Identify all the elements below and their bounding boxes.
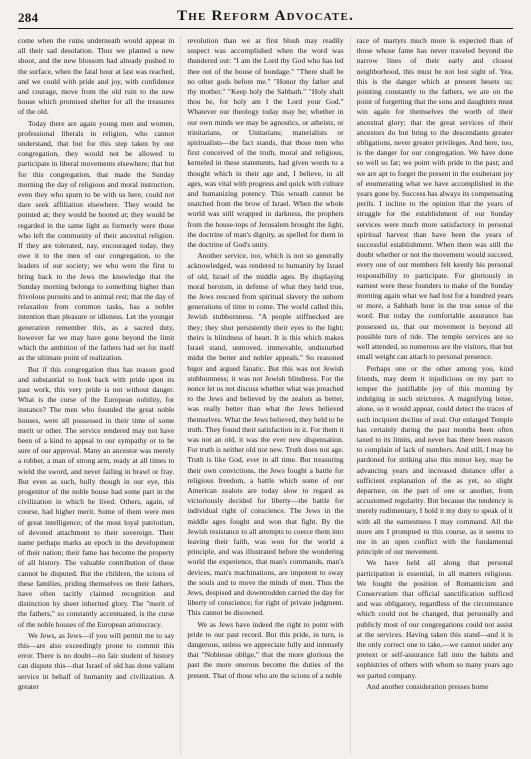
paragraph: We have held all along that personal participation is essential, in all matters religious. We fought the position of Romanticism and Conservatism that official sanctification sufficed and was obligatory, regardless of the circumstance which could not be changed, that personally and publicly most of our congregations could not assist at the services. Having taken this stand—and it is the only correct one to take,—we cannot under any pretext or self-assurance fall into the habits and sophistries of others with whom so many years ago we parted company. bbox=[356, 558, 513, 680]
page-number: 284 bbox=[18, 10, 39, 25]
paragraph: come when the ruins underneath would appear in all their sad desolation. Thus we planted a new shoot, and the new blossom had already pushed to the surface, when the fatal hour at last was reached, and we could with pride and joy, with confidence and courage, move from the old ruin to the new house which promised shelter for all the treasures of the old. bbox=[18, 36, 175, 117]
paragraph: Today there are again young men and women, professional liberals in religion, who cannot understand, that but for this step taken by our congregation, they would not be allowed to participate in liberal movements elsewhere; that but for this congregation, that made the Sunday morning the day of religious and moral instruction, even they who spurn to be with us here, could not dare seek affiliation elsewhere. They would be pointed at; they would be hooted at; they would be regarded in the same light as formerly were those who left the community of their ancestral religion. If they are tolerated, nay, encouraged today, they owe it to the men of our congregation, to the leaders of our society; we who were the first to bring back to the Jews the knowledge that the Sunday morning belongs to something higher than frivolous pursuits and to animal rest; that the day of relaxation from common tasks, has a nobler intention than pleasure or idleness. Let the younger generation remember this, as a sacred duty, however far we may have gone beyond the limit which the ambition of the fathers had set for itself as the ultimate point of realization. bbox=[18, 118, 175, 363]
column-2 bbox=[187, 36, 343, 754]
column-1 bbox=[18, 36, 174, 754]
paragraph: We as Jews have indeed the right to point with pride to our past record. But this pride, in turn, is dangerous, unless we appreciate fully and intensely that "Noblesse oblige," that the more glorious the past the more onerous become the duties of the present. That of those who are the scions of a noble bbox=[187, 619, 344, 680]
column-divider bbox=[180, 36, 181, 754]
column-divider bbox=[350, 36, 351, 754]
column-3 bbox=[357, 36, 513, 754]
paragraph: We Jews, as Jews—if you will permit me to say this—are also exceedingly prone to commit this error. There is no doubt—no fair student of history can dispute this—that Israel of old has done valiant service in behalf of humanity and civilization. A greater bbox=[18, 630, 175, 691]
paragraph: Another service, too, which is not so generally acknowledged, was rendered to humanity by Israel of old, Israel of the middle ages. By displaying moral heroism, in defense of what they held true, the Jews rescued from spiritual slavery the unborn generations of time to come. The world called this, Jewish stubbornness. "A people stiffnecked are they; they shut persistently their eyes to the light; theirs is blindness of heart. It is this which makes Israel stand, unmoved, immovable, undisturbed midst the better and nobler appeals." So reasoned bigot and argued fanatic. But this was not Jewish stubbornness; it was not Jewish blindness. For the nonce let us not discuss whether what was preached to the Jews and believed by the zealots as better, was really better than what the Jews believed themselves. What the Jews believed, they held to be truth. They found their satisfaction in it. For them it was not an old, it was the ever new dispensation. For truth is neither old nor new. Truth does not age. Truth is like God, ever in all time. But treasuring their own convictions, the Jews fought a battle for religious freedom, a battle which some of our American zealots are today slow to regard as victoriously decided for liberty—the battle for individual right of conscience. The Jews in the middle ages fought and won that fight. By the Jewish resistance to all attempts to coerce them into leaving their faith, was won for the world a principle, and was illustrated before the wondering world the experience, that man's commands, man's devices, man's machinations, are impotent to sway the souls and to move the minds of men. Thus the Jews, despised and downtrodden carried the day for liberty of conscience; for right of private judgment. This cannot be disowned. bbox=[187, 251, 344, 618]
header-rule bbox=[18, 28, 513, 29]
paragraph: revolution than we at first blush may readily suspect was accomplished when the word was thundered out: "I am the Lord thy God who has led thee out of the house of bondage." "There shall be no other gods before me." "Honor thy father and thy mother." "Keep holy the Sabbath." "Holy shalt thou be, for holy am I the Lord your God." Whatever our theology today may be; whether in our own minds we may be agnostics, or atheists, or trinitarians, or Unitarians; materialists or spiritualists—the fact stands, that those men who first conceived of the truth, moral and religious, kerneled in these statements, had given words to a thought which in their age and, I believe, in all ages, was vital with progress and quick with culture and humanizing potency. This wreath cannot be snatched from the brow of Israel. When the whole world was still wrapped in darkness, the prophets from the house-tops of Jerusalem brought the light, the doctrine of man's dignity, as spelled for them in the doctrine of God's unity. bbox=[187, 36, 344, 250]
page-header bbox=[0, 0, 531, 26]
paragraph: race of martyrs much more is expected than of those whose fame has never traveled beyond the narrow lines of their early and closest neighborhood, this must be not lost sight of. Yea, this is the danger which at present besets us; pointing constantly to the fathers, we are on the point of forgetting that the sons and daughters must win again for themselves the worth of their ancestral glory; that the great services of their ancestors do but bring to the descendants greater obligations, never greater privileges. And here, too, is the danger for our congregation. We have done so well so far; we point with pride to the past; and we are apt to forget the present in the exuberant joy of enumerating what we have accomplished in the years gone by. Success has always its compensating perils. I incline to the opinion that the years of struggle for the establishment of our Sunday services were much more satisfactory in personal spiritual harvest than have been the years of successful establishment. When there was still the doubt whether or not the movement would succeed, every one of our members felt keenly his personal responsibility to participate. For gloriously in earnest were these founders to make of the Sunday morning again what we had lost for a hundred years or more, a Sabbath hour in the true sense of the word. But today the comfortable assurance has possessed us, that our movement is beyond all possible turn of tide. The temple services are so well attended, so numerous are the visitors, that but small weight can attach to personal presence. bbox=[356, 36, 513, 362]
running-head: The Reform Advocate. bbox=[177, 8, 354, 24]
text-columns bbox=[18, 36, 513, 754]
paragraph: But if this congregation thus has reason good and substantial to look back with pride upon its past work, this very pride is not without danger. What is the curse of the European nobility, for instance? The men who founded the great noble houses, were all possessed in their time of some merit or other. The service rendered may not have been of a kind to appeal to our sympathy or to be sure of our approval. Many an ancestor was merely a robber, a man of strong arm, ready at all times to wield the sword, and never failing in brawl or fray. But even as such, bully though in our eye, this progenitor of the noble house had some part in the civilization in which he lived. Others, again, of course, had higher merit. Some of them were men of great intelligence; of the most loyal patriotism, of devoted attachment to their sovereign. Their name perhaps marks an epoch in the development of their nation; their fame has become the property of all history. The valuable contribution of these cannot be disputed. But the children, the scions of these families, priding themselves on their fathers, have often tacitly claimed recognition and distinction by sheer inherited glory. The "merit of the fathers," so constantly accentuated, is the curse of the noble houses of the European aristocracy. bbox=[18, 364, 175, 629]
paragraph: And another consideration presses home bbox=[366, 681, 489, 691]
paragraph: Perhaps one or the other among you, kind friends, may deem it injudicious on my part to temper the justifiable joy of this morning by indulging in such strictures. A magnifying lense, alone, so it would appear, could detect the traces of such incipient decline of zeal. Our enlarged Temple has certainly during the past months been often taxed to its limits, and never has there been reason to complain of lack of numbers. And still, I may be pardoned for striking also this minor key, may be advancing years and increased distance offer a sufficient explanation of the as yet, so slight departure, on the part of one or another, from accustomed regularity. But because the tendency is merely rudimentary, I hold it my duty to speak of it with all the earnestness I may command. All the more am I prompted to this course, as it seems to me in an open conflict with the fundamental principle of our movement. bbox=[356, 363, 513, 557]
